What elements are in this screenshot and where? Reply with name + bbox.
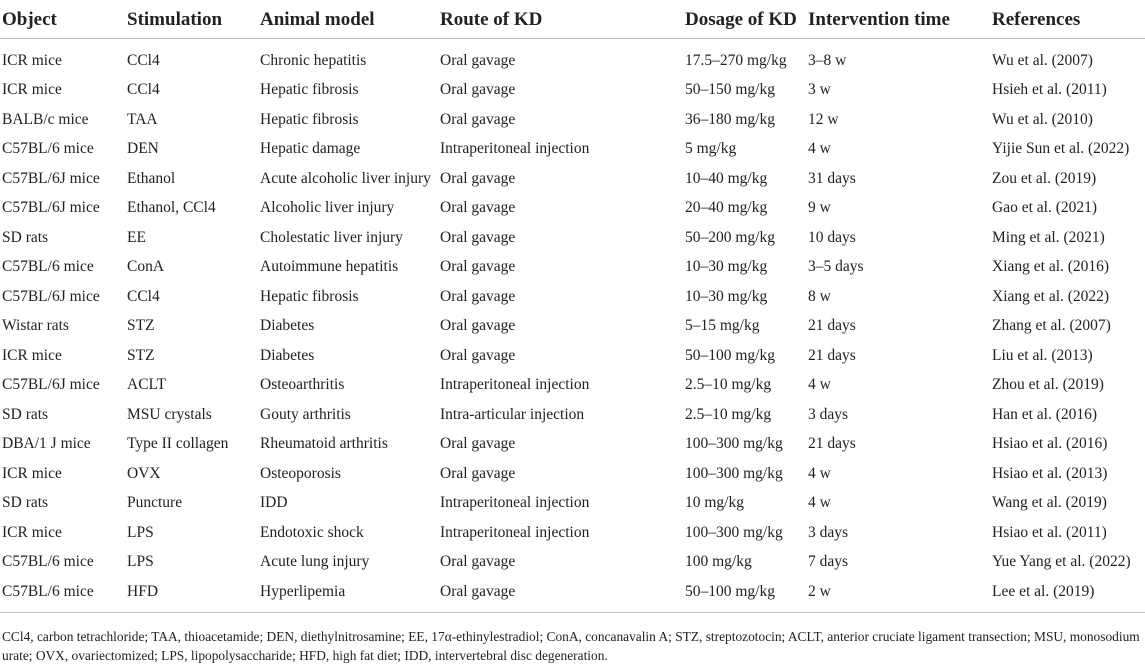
cell-stimulation: Ethanol, CCl4 [127, 199, 216, 216]
cell-intervention-time: 9 w [808, 199, 831, 216]
cell-route: Oral gavage [440, 287, 516, 305]
header-references: References [990, 0, 1145, 39]
cell-object: C57BL/6J mice [2, 169, 100, 187]
cell-dosage: 50–150 mg/kg [685, 81, 775, 98]
cell-dosage: 5–15 mg/kg [685, 317, 760, 334]
cell-dosage: 10 mg/kg [685, 494, 744, 511]
cell-reference: Wang et al. (2019) [992, 494, 1107, 511]
cell-object: ICR mice [2, 346, 62, 364]
table-row [0, 341, 1145, 371]
cell-stimulation: EE [127, 228, 146, 246]
cell-stimulation: STZ [127, 346, 155, 364]
table-row [0, 459, 1145, 489]
cell-route: Intraperitoneal injection [440, 494, 590, 511]
cell-object: C57BL/6J mice [2, 199, 100, 216]
table-row [0, 164, 1145, 194]
cell-intervention-time: 4 w [808, 464, 831, 482]
cell-route: Oral gavage [440, 52, 516, 70]
cell-reference: Han et al. (2016) [992, 405, 1098, 423]
cell-reference: Zhang et al. (2007) [992, 317, 1111, 334]
cell-object: SD rats [2, 228, 49, 246]
cell-object: C57BL/6J mice [2, 287, 100, 305]
table-row [0, 75, 1145, 105]
cell-object: C57BL/6 mice [2, 258, 94, 275]
cell-animal-model: Hepatic fibrosis [260, 287, 359, 305]
cell-animal-model: Osteoarthritis [260, 376, 345, 393]
cell-dosage: 20–40 mg/kg [685, 199, 768, 216]
table-row [0, 370, 1145, 400]
cell-intervention-time: 4 w [808, 140, 831, 157]
table-row [0, 134, 1145, 164]
table-row [0, 547, 1145, 577]
cell-route: Oral gavage [440, 228, 516, 246]
header-dosage: Dosage of KD [683, 0, 806, 39]
table-row [0, 311, 1145, 341]
cell-dosage: 10–30 mg/kg [685, 287, 768, 305]
cell-reference: Lee et al. (2019) [990, 577, 1145, 613]
cell-reference: Wu et al. (2010) [992, 110, 1093, 128]
cell-object: ICR mice [2, 52, 62, 70]
cell-object: C57BL/6 mice [0, 577, 125, 613]
cell-intervention-time: 3 days [808, 405, 849, 423]
cell-reference: Hsiao et al. (2016) [992, 435, 1108, 452]
cell-object: ICR mice [2, 464, 62, 482]
cell-animal-model: Hepatic fibrosis [260, 110, 359, 128]
cell-route: Oral gavage [440, 553, 516, 570]
cell-reference: Hsieh et al. (2011) [992, 81, 1107, 98]
cell-object: SD rats [2, 494, 49, 511]
cell-stimulation: LPS [127, 523, 154, 541]
cell-route: Oral gavage [440, 346, 516, 364]
cell-object: Wistar rats [2, 317, 69, 334]
cell-stimulation: Ethanol [127, 169, 176, 187]
cell-route: Oral gavage [440, 169, 516, 187]
cell-stimulation: MSU crystals [127, 405, 212, 423]
table-row [0, 223, 1145, 253]
cell-stimulation: Puncture [127, 494, 183, 511]
cell-intervention-time: 3–8 w [808, 52, 847, 70]
cell-dosage: 10–30 mg/kg [685, 258, 768, 275]
cell-intervention-time: 12 w [808, 110, 839, 128]
cell-dosage: 5 mg/kg [685, 140, 737, 157]
cell-reference: Wu et al. (2007) [992, 52, 1093, 70]
cell-stimulation: Type II collagen [127, 435, 229, 452]
cell-dosage: 17.5–270 mg/kg [685, 52, 787, 70]
cell-reference: Yijie Sun et al. (2022) [992, 140, 1130, 157]
cell-animal-model: Chronic hepatitis [260, 52, 367, 70]
cell-stimulation: CCl4 [127, 81, 160, 98]
cell-stimulation: TAA [127, 110, 158, 128]
cell-route: Intra-articular injection [440, 405, 585, 423]
table-row [0, 518, 1145, 548]
cell-intervention-time: 7 days [808, 553, 849, 570]
cell-route: Oral gavage [440, 199, 516, 216]
cell-animal-model: Gouty arthritis [260, 405, 351, 423]
cell-animal-model: Hyperlipemia [258, 577, 438, 613]
header-route: Route of KD [438, 0, 683, 39]
cell-dosage: 36–180 mg/kg [685, 110, 775, 128]
cell-animal-model: Diabetes [260, 317, 315, 334]
header-animal-model: Animal model [258, 0, 438, 39]
cell-stimulation: STZ [127, 317, 155, 334]
cell-reference: Gao et al. (2021) [992, 199, 1098, 216]
cell-dosage: 100 mg/kg [685, 553, 752, 570]
cell-reference: Hsiao et al. (2011) [992, 523, 1107, 541]
cell-dosage: 2.5–10 mg/kg [685, 405, 772, 423]
cell-animal-model: Diabetes [260, 346, 315, 364]
cell-object: ICR mice [2, 81, 62, 98]
cell-route: Intraperitoneal injection [440, 140, 590, 157]
cell-object: C57BL/6J mice [2, 376, 100, 393]
cell-animal-model: Acute lung injury [260, 553, 370, 570]
cell-animal-model: Hepatic fibrosis [260, 81, 359, 98]
cell-route: Oral gavage [440, 81, 516, 98]
header-intervention-time: Intervention time [806, 0, 990, 39]
table-row [0, 488, 1145, 518]
cell-object: SD rats [2, 405, 49, 423]
cell-intervention-time: 31 days [808, 169, 856, 187]
cell-stimulation: ACLT [127, 376, 167, 393]
cell-route: Oral gavage [440, 317, 516, 334]
cell-route: Oral gavage [438, 577, 683, 613]
cell-intervention-time: 21 days [808, 346, 856, 364]
cell-animal-model: Acute alcoholic liver injury [260, 169, 431, 187]
table-row [0, 39, 1145, 76]
table-header-row [0, 0, 1145, 39]
cell-animal-model: Osteoporosis [260, 464, 341, 482]
cell-animal-model: Hepatic damage [260, 140, 361, 157]
table-row [0, 105, 1145, 135]
table-row [0, 193, 1145, 223]
cell-stimulation: DEN [127, 140, 159, 157]
table-row [0, 577, 1145, 613]
cell-dosage: 100–300 mg/kg [685, 435, 783, 452]
cell-dosage: 10–40 mg/kg [685, 169, 768, 187]
cell-stimulation: LPS [127, 553, 154, 570]
header-stimulation: Stimulation [125, 0, 258, 39]
cell-reference: Hsiao et al. (2013) [992, 464, 1108, 482]
cell-animal-model: IDD [260, 494, 288, 511]
cell-intervention-time: 21 days [808, 435, 856, 452]
cell-reference: Liu et al. (2013) [992, 346, 1093, 364]
cell-intervention-time: 10 days [808, 228, 856, 246]
cell-intervention-time: 4 w [808, 494, 831, 511]
cell-intervention-time: 8 w [808, 287, 831, 305]
cell-reference: Zhou et al. (2019) [992, 376, 1104, 393]
cell-dosage: 100–300 mg/kg [685, 523, 783, 541]
cell-intervention-time: 2 w [806, 577, 990, 613]
cell-intervention-time: 21 days [808, 317, 856, 334]
cell-stimulation: CCl4 [127, 287, 160, 305]
cell-intervention-time: 3–5 days [808, 258, 864, 275]
cell-object: ICR mice [2, 523, 62, 541]
cell-object: DBA/1 J mice [2, 435, 91, 452]
cell-animal-model: Alcoholic liver injury [260, 199, 395, 216]
cell-dosage: 2.5–10 mg/kg [685, 376, 772, 393]
cell-object: C57BL/6 mice [2, 140, 94, 157]
cell-reference: Xiang et al. (2016) [992, 258, 1110, 275]
cell-route: Oral gavage [440, 464, 516, 482]
cell-dosage: 50–100 mg/kg [683, 577, 806, 613]
table-row [0, 252, 1145, 282]
cell-object: BALB/c mice [2, 110, 89, 128]
cell-route: Oral gavage [440, 258, 516, 275]
cell-intervention-time: 4 w [808, 376, 831, 393]
cell-object: C57BL/6 mice [2, 553, 94, 570]
cell-reference: Zou et al. (2019) [992, 169, 1097, 187]
cell-dosage: 100–300 mg/kg [685, 464, 783, 482]
cell-intervention-time: 3 days [808, 523, 849, 541]
cell-reference: Yue Yang et al. (2022) [992, 553, 1131, 570]
cell-stimulation: ConA [127, 258, 165, 275]
cell-route: Intraperitoneal injection [440, 376, 590, 393]
cell-route: Oral gavage [440, 110, 516, 128]
cell-reference: Xiang et al. (2022) [992, 287, 1110, 305]
cell-intervention-time: 3 w [808, 81, 831, 98]
cell-stimulation: HFD [125, 577, 258, 613]
table-row [0, 429, 1145, 459]
header-object: Object [0, 0, 125, 39]
table-body [0, 39, 1145, 613]
table-row [0, 282, 1145, 312]
cell-animal-model: Endotoxic shock [260, 523, 364, 541]
cell-animal-model: Rheumatoid arthritis [260, 435, 388, 452]
cell-animal-model: Autoimmune hepatitis [260, 258, 399, 275]
cell-reference: Ming et al. (2021) [992, 228, 1105, 246]
cell-route: Intraperitoneal injection [440, 523, 590, 541]
cell-stimulation: CCl4 [127, 52, 160, 70]
cell-animal-model: Cholestatic liver injury [260, 228, 403, 246]
table-row [0, 400, 1145, 430]
cell-dosage: 50–200 mg/kg [685, 228, 775, 246]
table-footnote: CCl4, carbon tetrachloride; TAA, thioacetamide; DEN, diethylnitrosamine; EE, 17α-ethinylestradiol; ConA, concanavalin A; STZ, streptozotocin; ACLT, anterior cruciate ligament transection; MSU, monosodium urate; OVX, ovariectomized; LPS, lipopolysaccharide; HFD, high fat diet; IDD, intervertebral disc degeneration. [2, 629, 1140, 663]
cell-route: Oral gavage [440, 435, 516, 452]
cell-stimulation: OVX [127, 464, 161, 482]
cell-dosage: 50–100 mg/kg [685, 346, 775, 364]
